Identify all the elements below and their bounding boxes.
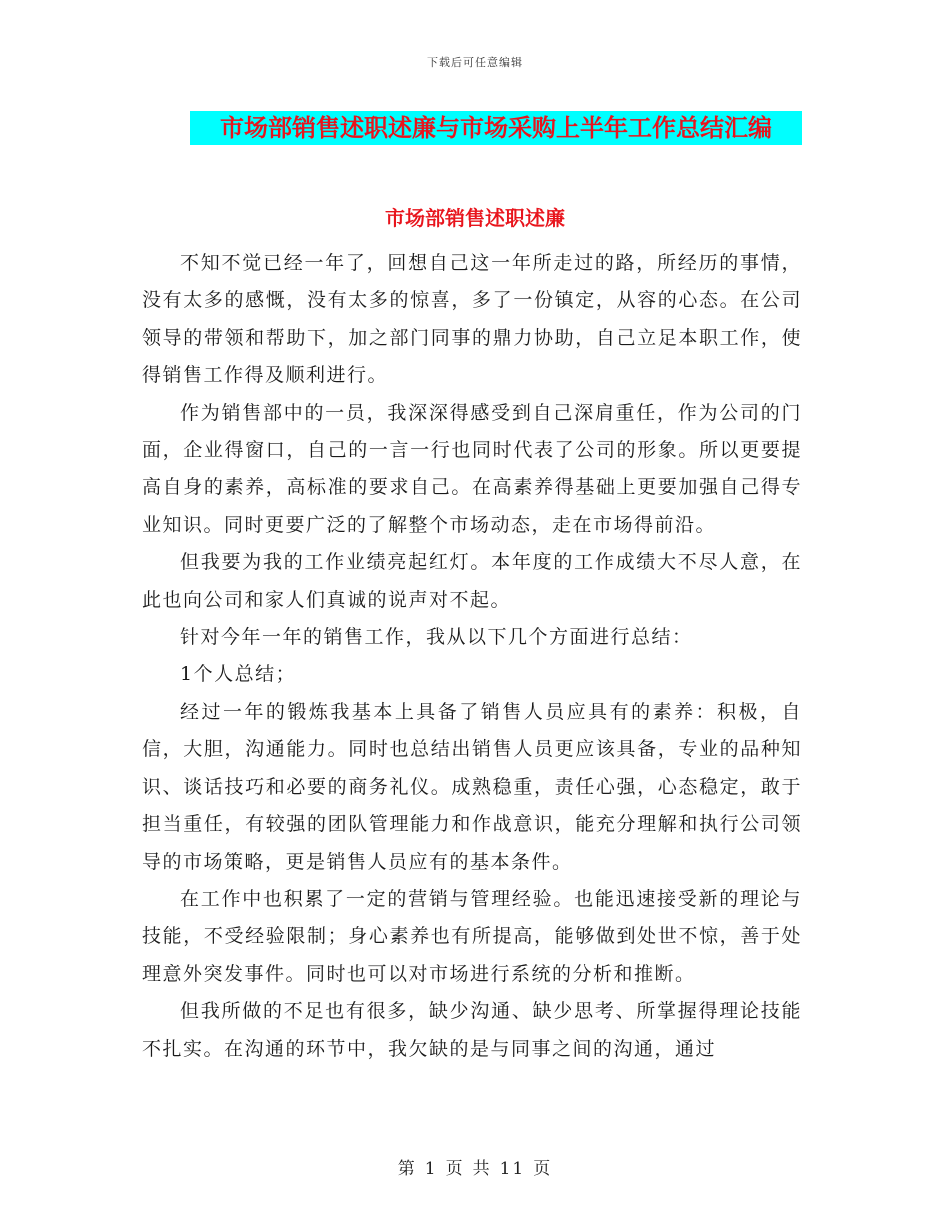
footer-page-label: 页 [445, 1159, 465, 1179]
paragraph: 但我要为我的工作业绩亮起红灯。本年度的工作成绩大不尽人意，在此也向公司和家人们真诚的说声对不起。 [142, 551, 802, 611]
paragraph: 作为销售部中的一员，我深深得感受到自己深肩重任，作为公司的门面，企业得窗口，自己的一言一行也同时代表了公司的形象。所以更要提高自身的素养，高标准的要求自己。在高素养得基础上更要加强自己得专业知识。同时更要广泛的了解整个市场动态，走在市场得前沿。 [142, 401, 802, 536]
footer-prefix: 第 [397, 1159, 417, 1179]
document-title-highlight [190, 111, 802, 145]
paragraph: 在工作中也积累了一定的营销与管理经验。也能迅速接受新的理论与技能，不受经验限制；身心素养也有所提高，能够做到处世不惊，善于处理意外突发事件。同时也可以对市场进行系统的分析和推断。 [142, 887, 802, 985]
paragraph: 1个人总结； [180, 663, 297, 686]
footer-total-label: 共 [472, 1159, 492, 1179]
paragraph: 经过一年的锻炼我基本上具备了销售人员应具有的素养：积极，自信，大胆，沟通能力。同时也总结出销售人员更应该具备，专业的品种知识、谈话技巧和必要的商务礼仪。成熟稳重，责任心强，心态稳定，敢于担当重任，有较强的团队管理能力和作战意识，能充分理解和执行公司领导的市场策略，更是销售人员应有的基本条件。 [142, 700, 802, 873]
page-footer [0, 1154, 950, 1179]
paragraph: 针对今年一年的销售工作，我从以下几个方面进行总结： [180, 626, 693, 649]
document-body [142, 245, 802, 1068]
paragraph: 但我所做的不足也有很多，缺少沟通、缺少思考、所掌握得理论技能不扎实。在沟通的环节中，我欠缺的是与同事之间的沟通，通过 [142, 1000, 802, 1060]
page-header-note: 下载后可任意编辑 [427, 56, 523, 69]
section-title: 市场部销售述职述廉 [385, 206, 565, 230]
footer-suffix: 页 [533, 1159, 553, 1179]
paragraph: 不知不觉已经一年了，回想自己这一年所走过的路，所经历的事情，没有太多的感慨，没有太多的惊喜，多了一份镇定，从容的心态。在公司领导的带领和帮助下，加之部门同事的鼎力协助，自己立足本职工作，使得销售工作得及顺利进行。 [142, 252, 802, 387]
document-title: 市场部销售述职述廉与市场采购上半年工作总结汇编 [220, 113, 772, 142]
footer-total-pages: 11 [499, 1159, 526, 1179]
footer-page-number: 1 [424, 1159, 438, 1179]
